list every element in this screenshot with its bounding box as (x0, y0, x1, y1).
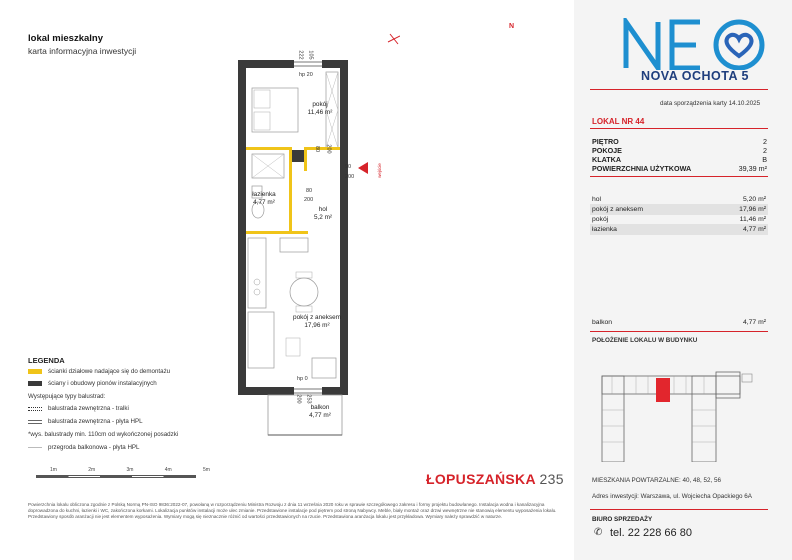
scale-label: 1m (50, 467, 57, 473)
wall-bottom-right (322, 387, 348, 395)
installation-shaft (292, 150, 304, 162)
param-row: PIĘTRO 2 (592, 137, 767, 146)
bed (252, 88, 298, 132)
building-location-map (596, 350, 766, 462)
dim-door-main-h: 200 (345, 174, 355, 180)
scale-bar (36, 475, 196, 478)
wall-top-left (238, 60, 294, 68)
location-title: POŁOŻENIE LOKALU W BUDYNKU (592, 337, 698, 344)
wall-left (238, 60, 246, 395)
wall-right (340, 60, 348, 395)
divider (590, 89, 768, 90)
legend-item: balustrada zewnętrzna - tralki (28, 405, 129, 412)
hp-bottom-label: hp 0 (297, 376, 308, 382)
neo-logo (622, 18, 770, 70)
scale-label: 5m (203, 467, 210, 473)
disclaimer-text: Powierzchnia lokalu obliczona zgodnie z Polską Normą PN-ISO 9836:2022-07, powołaną w rozporządzeniu Ministra Rozwoju z dnia 11 września 2020 roku w sprawie szczegółowego zakresu i formy projektu budowlanego. Instalacja wodna i kanalizacyjna doprowadzona do kuchni, łazienki i WC, zakończona korkami. Lokalizacja punktów instalacji może ulec zmianie. Przedstawione instalacje pod piętrem pod stroną Nabywcy. Meble, biały montaż oraz drzwi wewnętrzne nie stanowią elementu wyposażenia lokalu. Przedstawiony sposób aranżacji nie jest elementem wyposażenia. Wymiary mogą się nieznacznie różnić od wartości przedstawionych na rzucie. Przedstawiona aranżacja lokalu jest przykładowa. Wymiary należy sprawdzić w naturze. (28, 502, 557, 519)
legend-item: Występujące typy balustrad: (28, 393, 106, 400)
wall-bottom-left (238, 387, 294, 395)
legend-item: ściany i obudowy pionów instalacyjnych (28, 380, 157, 387)
room-row: pokój 11,46 m² (592, 216, 766, 223)
card-date: data sporządzenia karty 14.10.2025 (660, 100, 761, 107)
phone-number[interactable]: tel. 22 228 66 80 (610, 527, 692, 539)
room-row: hol 5,20 m² (592, 196, 766, 203)
hp-top-label: hp 20 (299, 72, 313, 78)
room-row: pokój z aneksem 17,96 m² (592, 206, 766, 213)
entrance-arrow (358, 162, 368, 174)
sofa (248, 312, 274, 368)
room-label-balkon: balkon 4,77 m² (309, 404, 331, 419)
document-title: lokal mieszkalny (28, 33, 103, 44)
heart-icon (726, 35, 751, 56)
divider (590, 128, 768, 129)
entrance-label: wejście (376, 163, 382, 178)
balcony-row: balkon 4,77 m² (592, 319, 766, 326)
dim-top-b: 105 (307, 50, 314, 60)
scale-label: 2m (88, 467, 96, 473)
divider (590, 509, 768, 510)
scale-label: 4m (164, 467, 172, 473)
param-row: KLATKA B (592, 155, 767, 164)
north-label: N (509, 23, 515, 30)
param-row: POWIERZCHNIA UŻYTKOWA 39,39 m² (592, 164, 767, 173)
phone-icon: ✆ (594, 527, 603, 538)
dim-top-a: 222 (297, 50, 304, 60)
wall-top-right (322, 60, 348, 68)
room-label-hol: hol 5,2 m² (313, 206, 333, 221)
investment-address: Adres inwestycji: Warszawa, ul. Wojciecha Opackiego 6A (592, 493, 752, 500)
dim-bal-b: 253 (305, 394, 312, 404)
legend-item: *wys. balustrady min. 110cm od wykończonej posadzki (28, 431, 179, 438)
legend-title: LEGENDA (28, 356, 65, 365)
info-panel (574, 0, 792, 560)
room-row: łazienka 4,77 m² (592, 226, 766, 233)
dim-door1-h: 200 (325, 144, 332, 154)
dim-door-main-w: 90 (345, 164, 352, 170)
legend-item: ścianki działowe nadające się do demontażu (28, 368, 170, 375)
kitchen-counter (248, 238, 266, 308)
document-subtitle: karta informacyjna inwestycji (28, 46, 137, 56)
room-label-aneks: pokój z aneksem 17,96 m² (293, 314, 341, 329)
divider (590, 331, 768, 332)
param-row: POKOJE 2 (592, 146, 767, 155)
dim-door2-w: 80 (306, 188, 313, 194)
divider (590, 176, 768, 177)
room-label-pokoj: pokój 11,46 m² (307, 101, 333, 116)
dim-bal-a: 200 (295, 394, 302, 404)
scale-label: 3m (126, 467, 134, 473)
dim-door1-w: 80 (314, 145, 321, 153)
room-label-lazienka: łazienka 4,77 m² (252, 191, 276, 206)
partition-wall (246, 147, 292, 150)
lokal-number: LOKAL NR 44 (592, 117, 645, 126)
dim-door2-h: 200 (304, 197, 314, 203)
apartment-highlight (656, 378, 670, 402)
investment-brand: ŁOPUSZAŃSKA 235 (426, 471, 564, 487)
dining-table (290, 278, 318, 306)
legend-item: przegroda balkonowa - płyta HPL (28, 444, 140, 451)
legend-item: balustrada zewnętrzna - płyta HPL (28, 418, 143, 425)
sales-office-title: BIURO SPRZEDAŻY (592, 516, 653, 523)
floor-plan (230, 20, 400, 440)
project-name: NOVA OCHOTA 5 (641, 69, 749, 83)
similar-apartments: MIESZKANIA POWTARZALNE: 40, 48, 52, 56 (592, 477, 722, 484)
